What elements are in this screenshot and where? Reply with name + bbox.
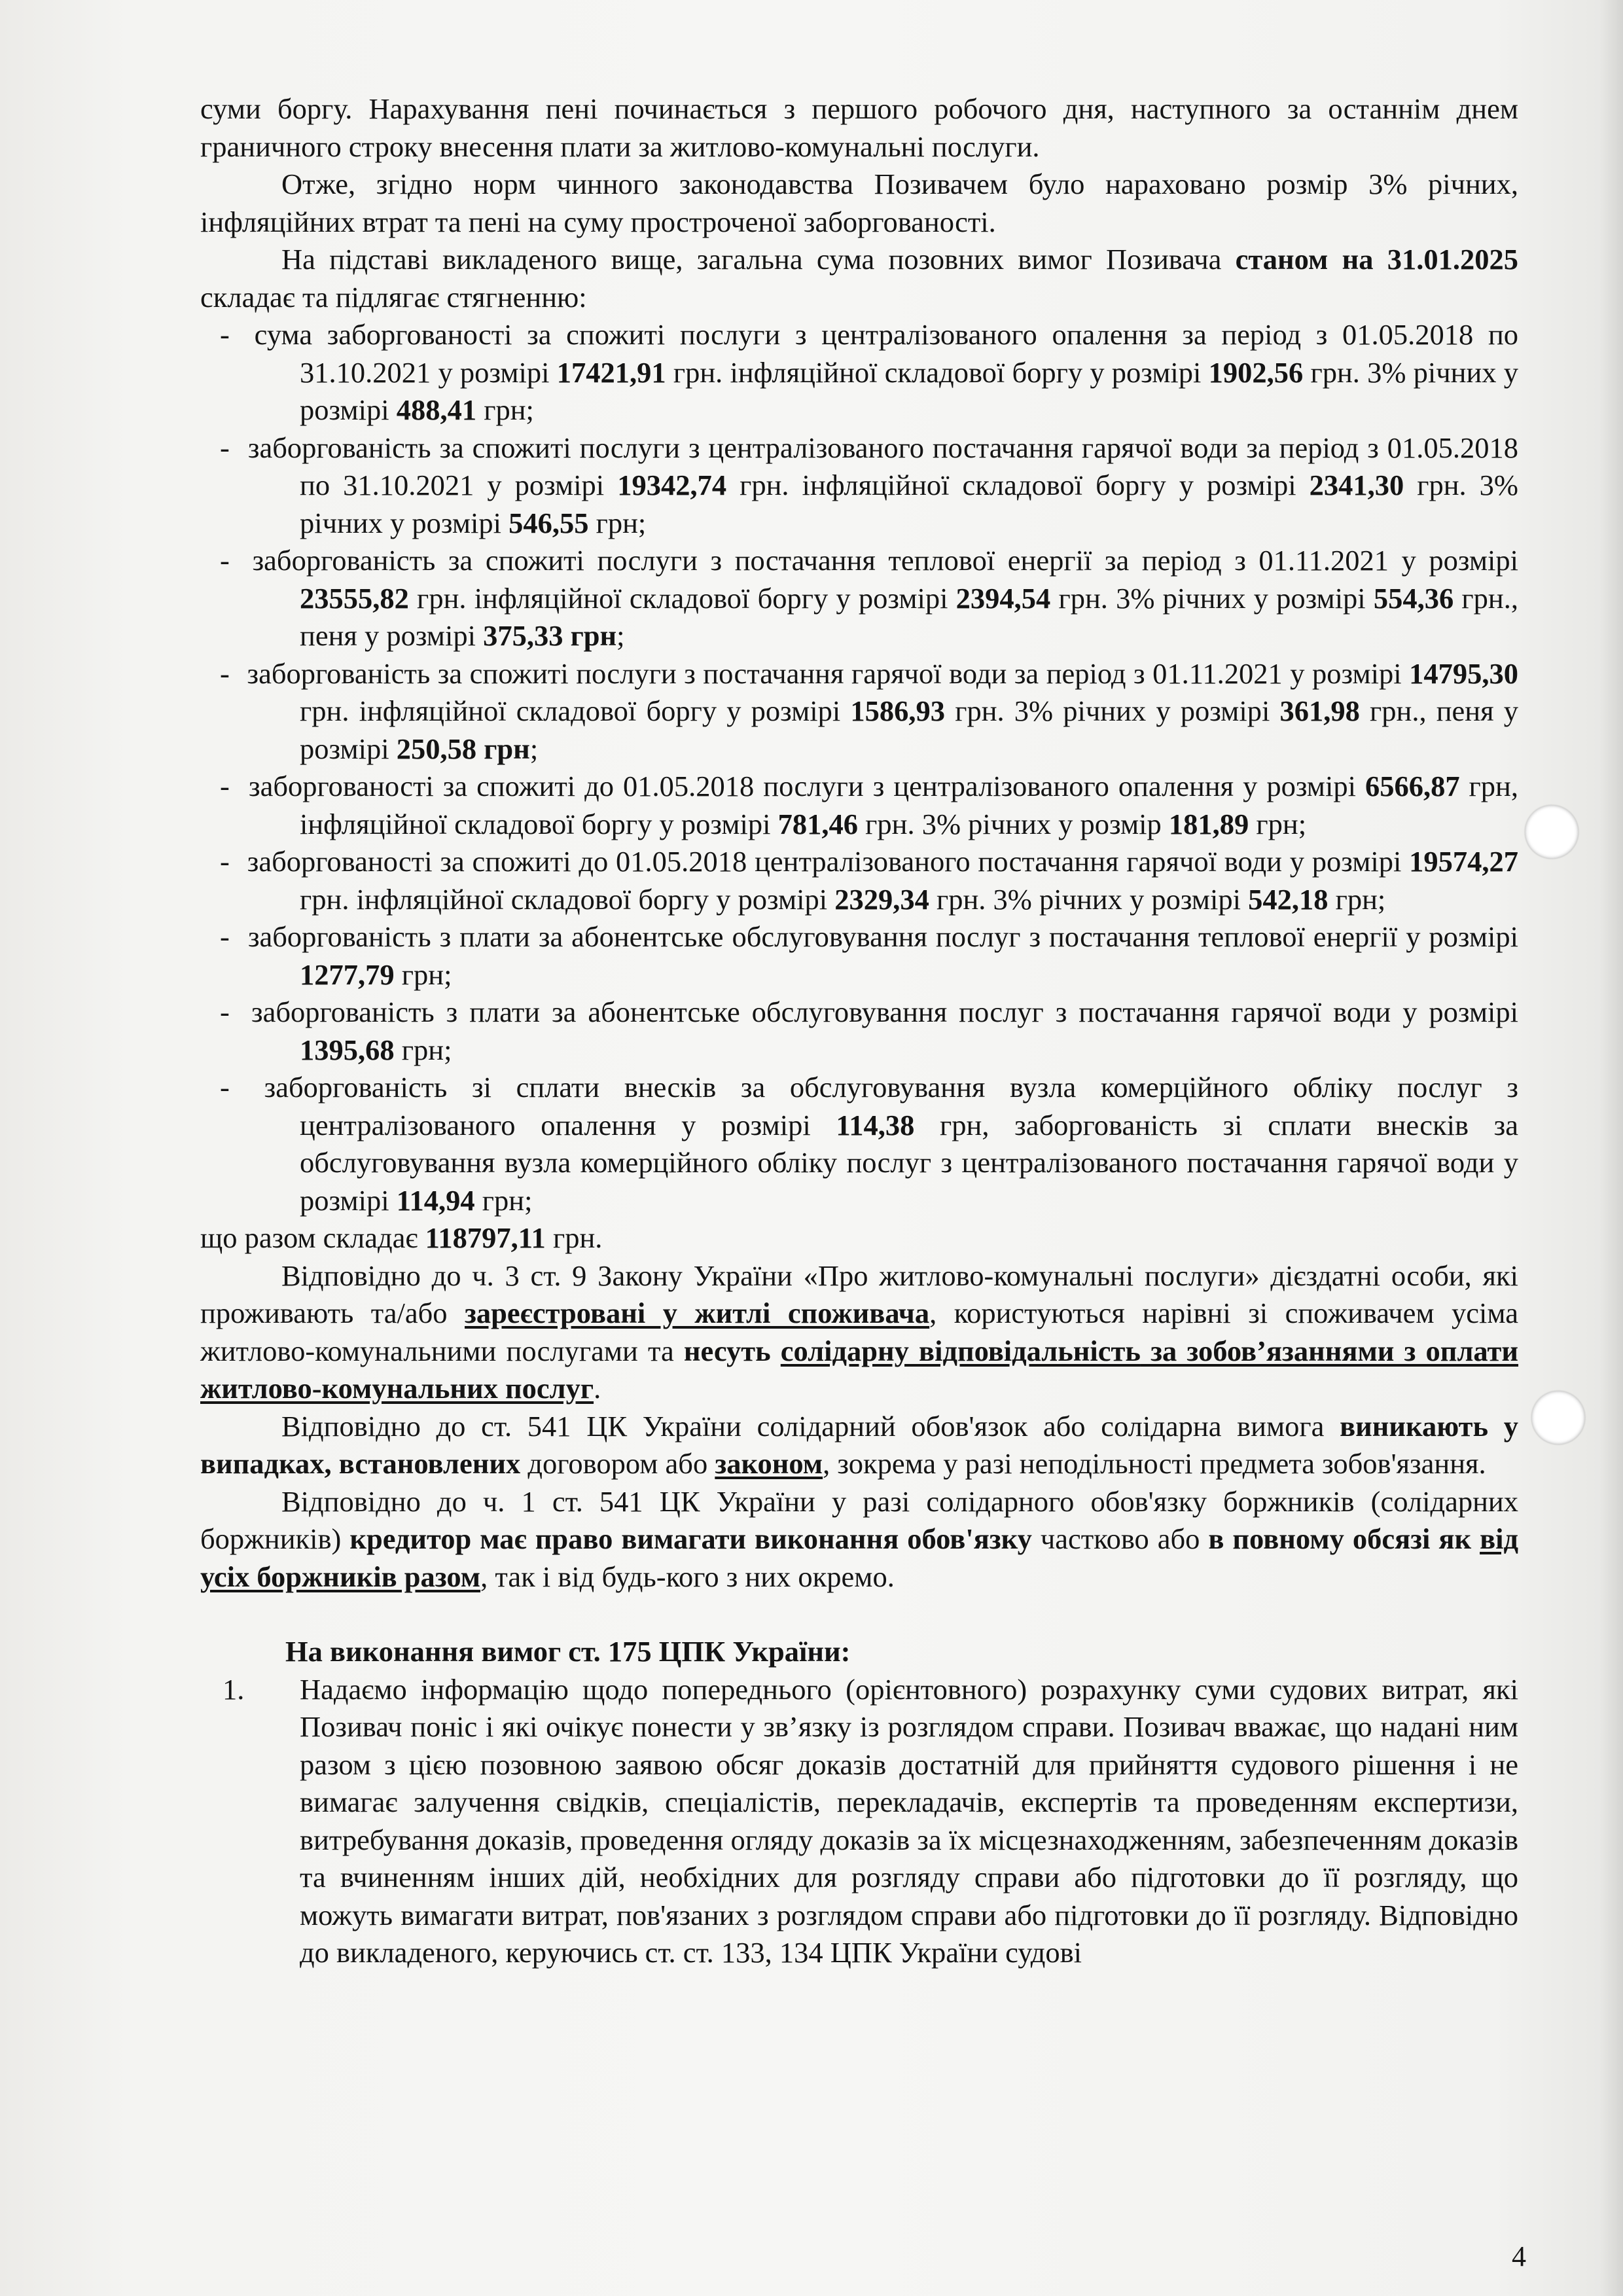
debt-item-subscription-thermal: - заборгованість з плати за абонентське обслуговування послуг з постачання теплової енергії у розмірі 1277,79 грн; xyxy=(220,920,1518,991)
debt-item-metering-node: - заборгованість зі сплати внесків за обслуговування вузла комерційного обліку послуг з централізованого опалення у розмірі 114,38 грн, заборгованість зі сплати внесків за обслуговування вузла комерційного обліку послуг з централізованого постачання гарячої води у розмірі 114,94 грн; xyxy=(220,1071,1518,1217)
paragraph-article-541: Відповідно до ст. 541 ЦК України солідарний обов'язок або солідарна вимога виникають у випадках, встановлених договором або законом, зокрема у разі неподільності предмета зобов'язання. xyxy=(200,1409,1518,1480)
debt-item-thermal-energy-2021: - заборгованість за спожиті послуги з постачання теплової енергії за період з 01.11.2021 у розмірі 23555,82 грн. інфляційної складової боргу у розмірі 2394,54 грн. 3% річних у розмірі 554,36 грн., пеня у розмірі 375,33 грн; xyxy=(220,544,1518,652)
debt-item-subscription-hot-water: - заборгованість з плати за абонентське обслуговування послуг з постачання гарячої води у розмірі 1395,68 грн; xyxy=(220,996,1519,1066)
requirement-item-1: 1. Надаємо інформацію щодо попереднього (орієнтовного) розрахунку суми судових витрат, які Позивач поніс і які очікує понести у зв’язку із розглядом справи. Позивач вважає, що надані ним разом з цією позовною заявою обсяг доказів достатній для прийняття судового рішення і не вимагає залучення свідків, спеціалістів, перекладачів, експертів та проведенням експертизи, витребування доказів, проведення огляду доказів за їх місцезнаходженням, забезпеченням доказів та вчиненням інших дій, необхідних для розгляду справи або підготовки до її розгляду, що можуть вимагати витрат, пов'язаних з розглядом справи або підготовки до її розгляду. Відповідно до викладеного, керуючись ст. ст. 133, 134 ЦПК України судові xyxy=(223,1672,1518,1969)
document-body xyxy=(200,90,1518,1972)
paragraph-article-541-part1: Відповідно до ч. 1 ст. 541 ЦК України у разі солідарного обов'язку боржників (солідарних боржників) кредитор має право вимагати виконання обов'язку частково або в повному обсязі як від усіх боржників разом, так і від будь-кого з них окремо. xyxy=(200,1484,1518,1593)
debt-item-heating-2018-2021: - сума заборгованості за спожиті послуги з централізованого опалення за період з 01.05.2018 по 31.10.2021 у розмірі 17421,91 грн. інфляційної складової боргу у розмірі 1902,56 грн. 3% річних у розмірі 488,41 грн; xyxy=(220,318,1519,426)
punch-hole-top xyxy=(1525,805,1578,859)
debt-item-hot-water-2018-2021: - заборгованість за спожиті послуги з централізованого постачання гарячої води за період з 01.05.2018 по 31.10.2021 у розмірі 19342,74 грн. інфляційної складової боргу у розмірі 2341,30 грн. 3% річних у розмірі 546,55 грн; xyxy=(220,431,1519,539)
debt-list xyxy=(200,316,1518,1219)
paragraph-total-intro: На підставі викладеного вище, загальна сума позовних вимог Позивача станом на 31.01.2025 складає та підлягає стягненню: xyxy=(200,243,1518,314)
debt-item-hot-water-2021: - заборгованість за спожиті послуги з постачання гарячої води за період з 01.11.2021 у розмірі 14795,30 грн. інфляційної складової боргу у розмірі 1586,93 грн. 3% річних у розмірі 361,98 грн., пеня у розмірі 250,58 грн; xyxy=(220,656,1519,765)
punch-hole-bottom xyxy=(1531,1391,1585,1444)
paragraph-penalty-start: суми боргу. Нарахування пені починається з першого робочого дня, наступного за останнім днем граничного строку внесення плати за житлово-комунальні послуги. xyxy=(200,92,1518,163)
paragraph-solidary-law: Відповідно до ч. 3 ст. 9 Закону України «Про житлово-комунальні послуги» дієздатні особи, які проживають та/або зареєстровані у житлі споживача, користуються нарівні зі споживачем усіма житлово-комунальними послугами та несуть солідарну відповідальність за зобов’язаннями з оплати житлово-комунальних послуг. xyxy=(200,1259,1519,1405)
debt-item-hot-water-before-2018: - заборгованості за спожиті до 01.05.2018 централізованого постачання гарячої води у розмірі 19574,27 грн. інфляційної складової боргу у розмірі 2329,34 грн. 3% річних у розмірі 542,18 грн; xyxy=(220,845,1519,916)
total-sum-line: що разом складає 118797,11 грн. xyxy=(200,1221,603,1254)
requirements-list xyxy=(200,1671,1518,1972)
section-heading-175: На виконання вимог ст. 175 ЦПК України: xyxy=(285,1635,851,1668)
page-edge-shadow xyxy=(1599,0,1623,2296)
debt-item-heating-before-2018: - заборгованості за спожиті до 01.05.2018 послуги з централізованого опалення у розмірі 6566,87 грн, інфляційної складової боргу у розмірі 781,46 грн. 3% річних у розмір 181,89 грн; xyxy=(220,770,1518,840)
page-number: 4 xyxy=(1512,2240,1526,2272)
paragraph-accrual: Отже, згідно норм чинного законодавства Позивачем було нараховано розмір 3% річних, інфляційних втрат та пені на суму простроченої заборгованості. xyxy=(200,168,1518,238)
